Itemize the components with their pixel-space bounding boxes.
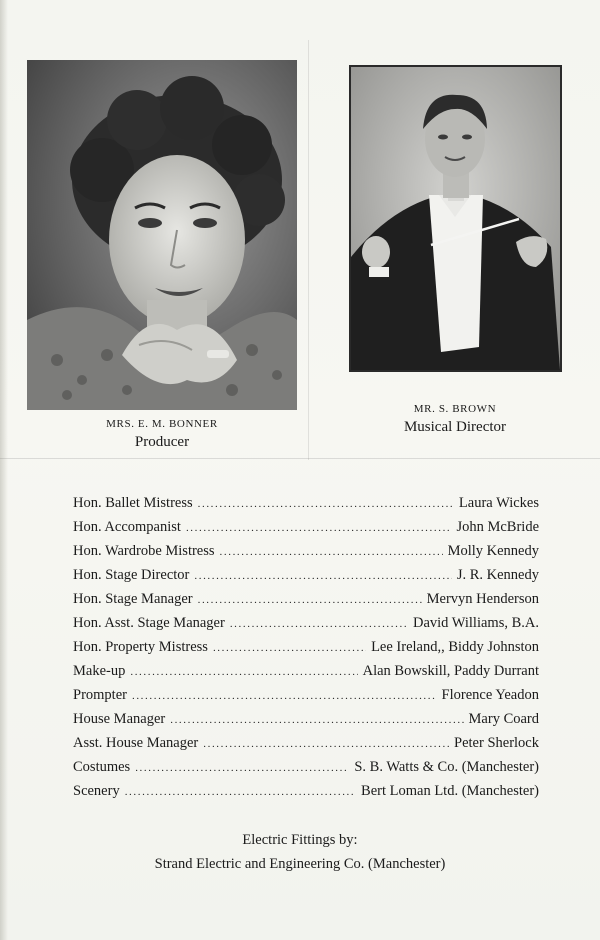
- director-name: MR. S. BROWN: [413, 403, 497, 415]
- credit-row: [73, 711, 539, 735]
- credits-list: [73, 495, 539, 807]
- dot-leader: [186, 522, 452, 534]
- credit-row: [73, 591, 539, 615]
- credit-name: Laura Wickes: [458, 495, 539, 511]
- credit-role: House Manager: [73, 711, 166, 727]
- page-edge-shadow: [0, 0, 8, 940]
- credit-name: Florence Yeadon: [441, 687, 539, 703]
- credit-name: Peter Sherlock: [454, 735, 539, 751]
- dot-leader: [203, 738, 449, 750]
- credit-role: Hon. Stage Director: [73, 567, 190, 583]
- credit-row: [73, 495, 539, 519]
- credit-row: [73, 543, 539, 567]
- credit-row: [73, 735, 539, 759]
- page-fold-horizontal: [0, 458, 600, 459]
- dot-leader: [130, 666, 357, 678]
- credit-role: Costumes: [73, 759, 131, 775]
- credit-role: Hon. Stage Manager: [73, 591, 193, 607]
- credit-name: Mary Coard: [468, 711, 539, 727]
- credit-name: Mervyn Henderson: [426, 591, 539, 607]
- credit-role: Hon. Wardrobe Mistress: [73, 543, 215, 559]
- credit-row: [73, 615, 539, 639]
- electric-fittings-company: Strand Electric and Engineering Co. (Manchester): [154, 856, 446, 872]
- producer-role: Producer: [134, 434, 190, 450]
- dot-leader: [198, 594, 422, 606]
- credit-role: Hon. Asst. Stage Manager: [73, 615, 225, 631]
- credit-name: J. R. Kennedy: [456, 567, 539, 583]
- dot-leader: [135, 762, 349, 774]
- credit-role: Hon. Accompanist: [73, 519, 181, 535]
- credit-name: Alan Bowskill, Paddy Durrant: [362, 663, 539, 679]
- credit-row: [73, 519, 539, 543]
- credit-row: [73, 783, 539, 807]
- credit-name: Lee Ireland,, Biddy Johnston: [371, 639, 539, 655]
- credit-row: [73, 687, 539, 711]
- dot-leader: [198, 498, 454, 510]
- dot-leader: [125, 786, 356, 798]
- dot-leader: [132, 690, 437, 702]
- dot-leader: [213, 642, 366, 654]
- credit-name: Molly Kennedy: [447, 543, 539, 559]
- credit-row: [73, 759, 539, 783]
- credit-role: Scenery: [73, 783, 120, 799]
- credit-row: [73, 663, 539, 687]
- credit-name: John McBride: [456, 519, 539, 535]
- director-portrait-photo: [349, 65, 562, 372]
- credit-role: Hon. Property Mistress: [73, 639, 208, 655]
- dot-leader: [170, 714, 463, 726]
- producer-portrait-photo: [27, 60, 297, 410]
- credit-role: Asst. House Manager: [73, 735, 199, 751]
- dot-leader: [194, 570, 451, 582]
- dot-leader: [220, 546, 443, 558]
- credit-name: David Williams, B.A.: [412, 615, 539, 631]
- page-fold-vertical: [308, 40, 309, 460]
- credit-role: Hon. Ballet Mistress: [73, 495, 193, 511]
- credit-name: Bert Loman Ltd. (Manchester): [361, 783, 539, 799]
- credit-row: [73, 567, 539, 591]
- director-role: Musical Director: [403, 419, 507, 435]
- producer-name: MRS. E. M. BONNER: [106, 418, 218, 430]
- electric-fittings-heading: Electric Fittings by:: [242, 832, 358, 848]
- dot-leader: [230, 618, 408, 630]
- credit-name: S. B. Watts & Co. (Manchester): [354, 759, 539, 775]
- credit-row: [73, 639, 539, 663]
- credit-role: Make-up: [73, 663, 126, 679]
- credit-role: Prompter: [73, 687, 127, 703]
